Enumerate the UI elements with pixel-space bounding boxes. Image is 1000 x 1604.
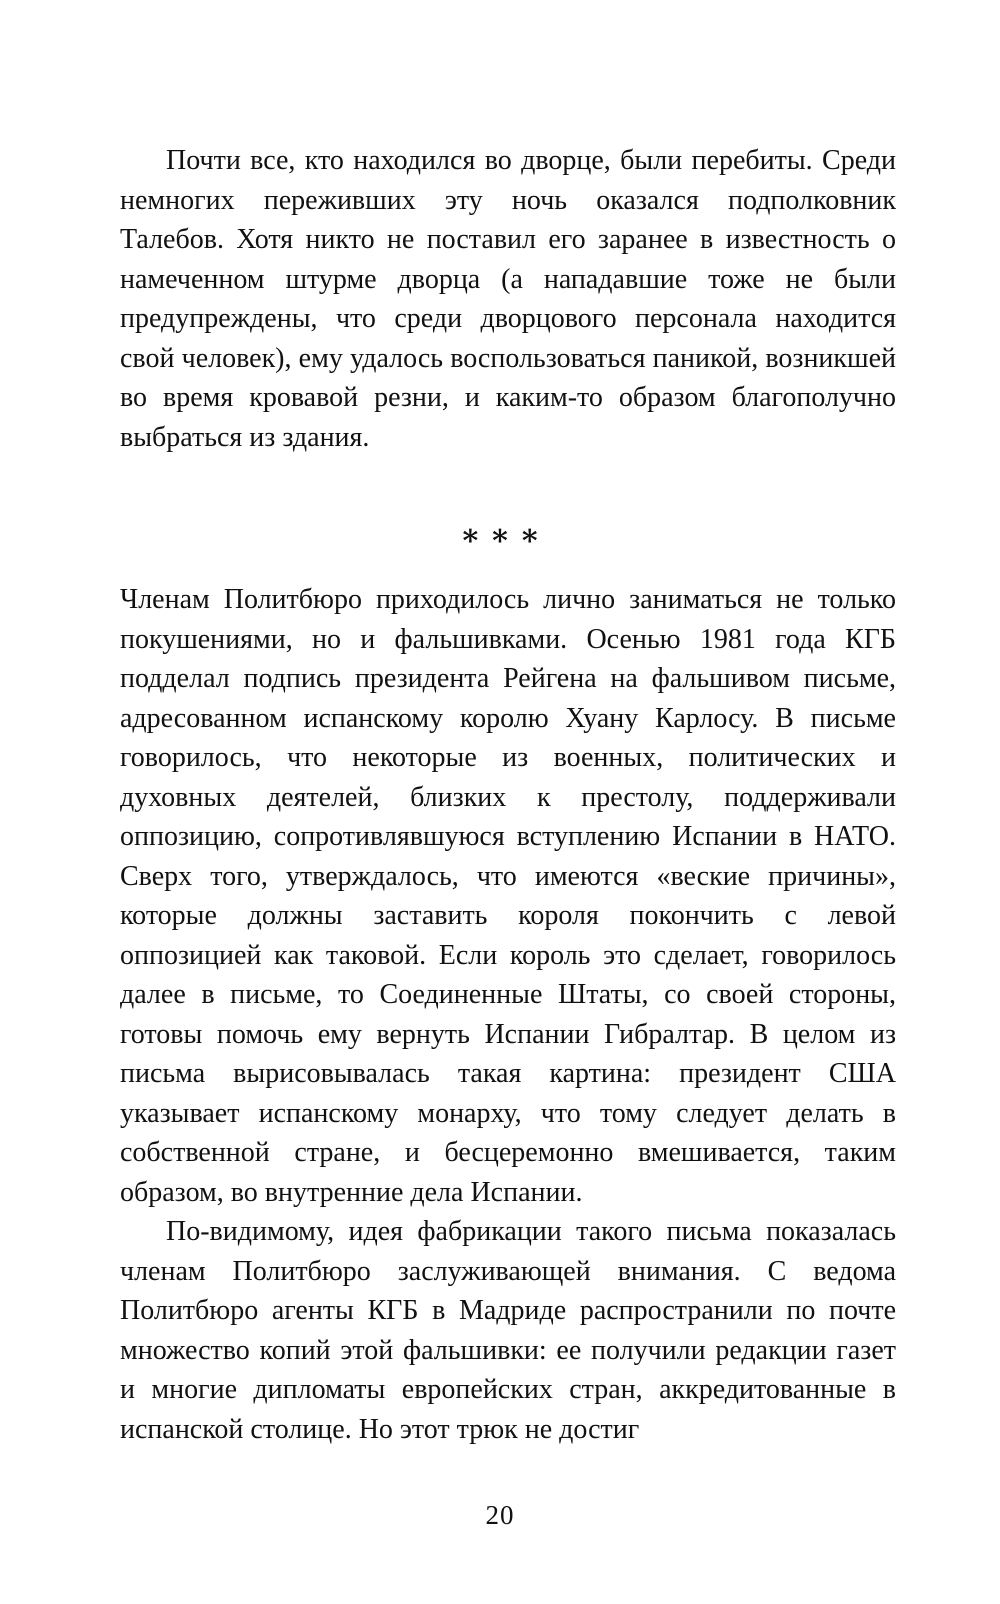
text-section-1: [120, 141, 896, 457]
paragraph: Членам Политбюро приходилось лично заниматься не только покушениями, но и фальшивками. Осенью 1981 года КГБ подделал подпись президента Рейгена на фальшивом письме, адресованном испанскому королю Хуану Карлосу. В письме говорилось, что некоторые из военных, политических и духовных деятелей, близких к престолу, поддерживали оппозицию, сопротивлявшуюся вступлению Испании в НАТО. Сверх того, утверждалось, что имеются «веские причины», которые должны заставить короля покончить с левой оппозицией как таковой. Если король это сделает, говорилось далее в письме, то Соединенные Штаты, со своей стороны, готовы помочь ему вернуть Испании Гибралтар. В целом из письма вырисовывалась такая картина: президент США указывает испанскому монарху, что тому следует делать в собственной стране, и бесцеремонно вмешивается, таким образом, во внутренние дела Испании.: [120, 584, 896, 1208]
page-number: 20: [485, 1500, 515, 1530]
paragraph: Почти все, кто находился во дворце, были перебиты. Среди немногих переживших эту ночь оказался подполковник Талебов. Хотя никто не поставил его заранее в известность о намеченном штурме дворца (а нападавшие тоже не были предупреждены, что среди дворцового персонала находится свой человек), ему удалось воспользоваться паникой, возникшей во время кровавой резни, и каким-то образом благополучно выбраться из здания.: [120, 145, 896, 453]
paragraph: По-видимому, идея фабрикации такого письма показалась членам Политбюро заслуживающей внимания. С ведома Политбюро агенты КГБ в Мадриде распространили по почте множество копий этой фальшивки: ее получили редакции газет и многие дипломаты европейских стран, аккредитованные в испанской столице. Но этот трюк не достиг: [120, 1216, 896, 1445]
section-separator: ***: [462, 524, 552, 559]
text-section-2: [120, 580, 896, 1449]
